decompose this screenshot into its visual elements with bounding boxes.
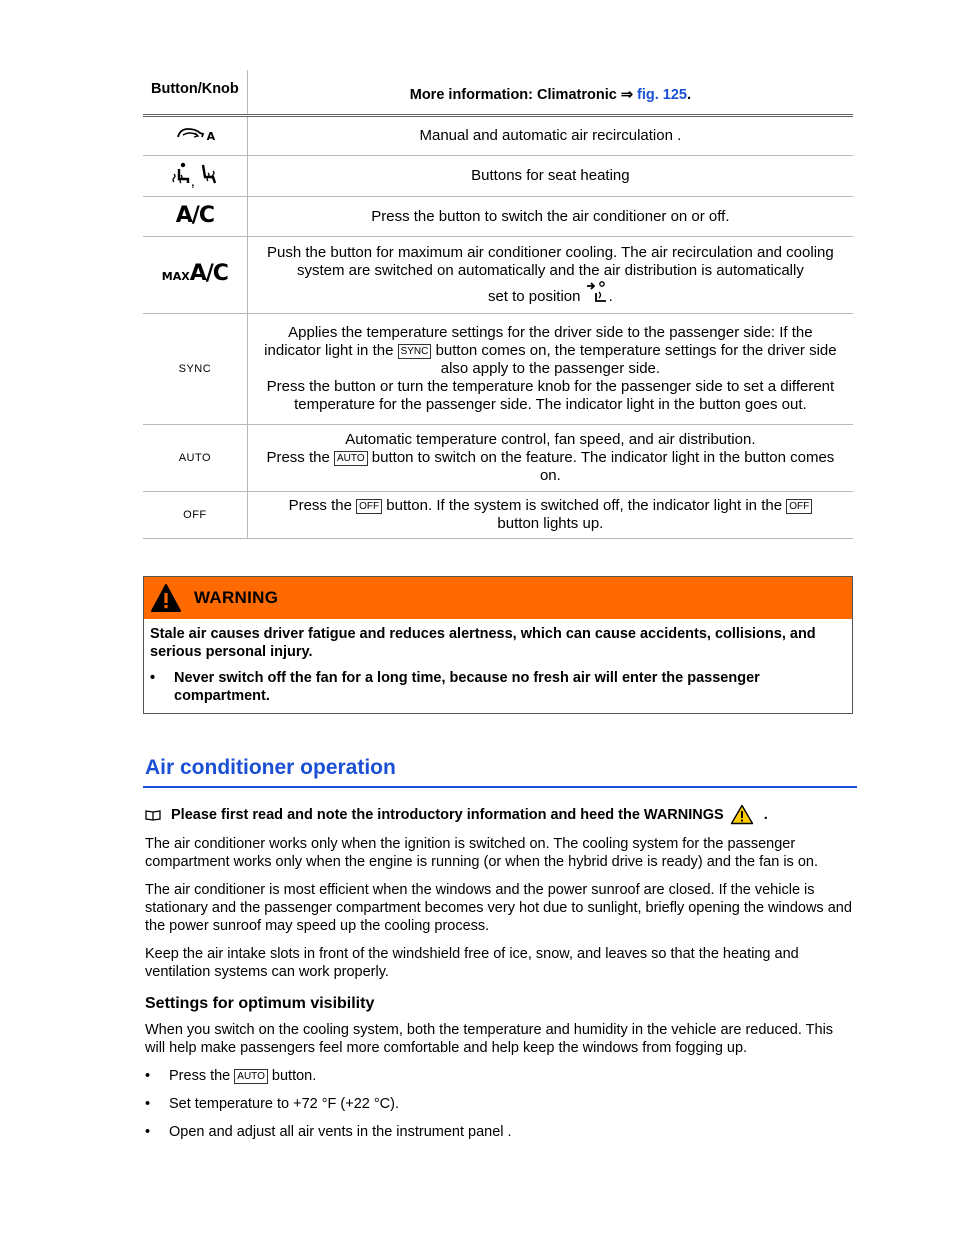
list-item: • Set temperature to +72 °F (+22 °C). bbox=[145, 1096, 400, 1112]
car-recirculation-icon bbox=[175, 126, 207, 140]
subsection-title: Settings for optimum visibility bbox=[145, 995, 375, 1012]
intro-note: Please first read and note the introductory information and heed the WARNINGS . bbox=[143, 804, 857, 825]
controls-table-container bbox=[143, 70, 853, 539]
desc-max-ac: Push the button for maximum air conditioner cooling. The air recirculation and cooling system are switched on automatically and the air distribution is automatically set to position . bbox=[247, 237, 853, 314]
header-button-knob: Button/Knob bbox=[143, 70, 247, 116]
paragraph: Keep the air intake slots in front of the windshield free of ice, snow, and leaves so that the heating and ventilation systems can work properly. bbox=[145, 946, 799, 980]
key-recirculation: A bbox=[143, 116, 247, 156]
table-row bbox=[143, 116, 853, 156]
desc-ac: Press the button to switch the air conditioner on or off. bbox=[247, 197, 853, 237]
list-item: • Open and adjust all air vents in the instrument panel . bbox=[145, 1124, 512, 1140]
bullet-list bbox=[143, 1067, 857, 1141]
table-row bbox=[143, 156, 853, 197]
controls-table bbox=[143, 70, 853, 539]
paragraph: The air conditioner is most efficient when the windows and the power sunroof are closed. If the vehicle is stationary and the passenger compartment becomes very hot due to sunlight, briefly opening the windows and the power sunroof may speed up the cooling process. bbox=[145, 882, 852, 934]
key-off: OFF bbox=[143, 492, 247, 539]
book-icon bbox=[145, 809, 161, 821]
list-item: • Press the AUTO button. bbox=[145, 1068, 317, 1084]
off-button-label: OFF bbox=[786, 499, 812, 514]
warning-triangle-icon bbox=[150, 583, 182, 613]
air-conditioner-section bbox=[143, 752, 857, 1151]
key-max-ac: MAXA/C bbox=[143, 237, 247, 314]
off-button-label: OFF bbox=[356, 499, 382, 514]
seat-heating-icon bbox=[171, 162, 191, 186]
auto-button-label: AUTO bbox=[234, 1069, 268, 1084]
arrow-icon: ⇒ bbox=[620, 87, 633, 103]
desc-sync: Applies the temperature settings for the driver side to the passenger side: If the indicator light in the SYNC button comes on, the temperature settings for the driver side also apply to the passenger side. Press the button or turn the temperature knob for the passenger side to set a different temperature for the passenger side. The indicator light in the button goes out. bbox=[247, 314, 853, 425]
table-row bbox=[143, 314, 853, 425]
key-auto: AUTO bbox=[143, 425, 247, 492]
table-row bbox=[143, 237, 853, 314]
table-row bbox=[143, 197, 853, 237]
auto-button-label: AUTO bbox=[334, 451, 368, 466]
table-row bbox=[143, 425, 853, 492]
sync-button-label: SYNC bbox=[398, 344, 432, 359]
header-more-info: More information: Climatronic ⇒ fig. 125. bbox=[247, 70, 853, 116]
air-distribution-icon bbox=[585, 281, 609, 305]
key-seat-heating: , bbox=[143, 156, 247, 197]
table-row bbox=[143, 492, 853, 539]
paragraph: The air conditioner works only when the ignition is switched on. The cooling system for the passenger compartment works only when the engine is running (or when the hybrid drive is ready) and the fan is on. bbox=[145, 836, 818, 870]
key-sync: SYNC bbox=[143, 314, 247, 425]
desc-auto: Automatic temperature control, fan speed, and air distribution. Press the AUTO button to switch on the feature. The indicator light in the button comes on. bbox=[247, 425, 853, 492]
desc-recirculation: Manual and automatic air recirculation . bbox=[247, 116, 853, 156]
paragraph: When you switch on the cooling system, both the temperature and humidity in the vehicle are reduced. This will help make passengers feel more comfortable and help keep the windows from fogging up. bbox=[145, 1022, 834, 1056]
warning-bullet: • Never switch off the fan for a long time, because no fresh air will enter the passenger compartment. bbox=[150, 670, 760, 704]
warning-triangle-icon bbox=[730, 804, 754, 825]
section-title: Air conditioner operation bbox=[143, 752, 857, 788]
seat-heating-icon bbox=[199, 162, 219, 186]
desc-off: Press the OFF button. If the system is switched off, the indicator light in the OFF button lights up. bbox=[247, 492, 853, 539]
key-ac: A/C bbox=[143, 197, 247, 237]
fig-link[interactable]: fig. 125 bbox=[637, 87, 687, 103]
warning-box bbox=[143, 576, 853, 714]
warning-body bbox=[144, 619, 852, 713]
table-header-row bbox=[143, 70, 853, 116]
warning-text: Stale air causes driver fatigue and reduces alertness, which can cause accidents, collisions, and serious personal injury. bbox=[150, 626, 816, 660]
desc-seat-heating: Buttons for seat heating bbox=[247, 156, 853, 197]
warning-title: WARNING bbox=[194, 588, 279, 607]
warning-header bbox=[144, 577, 852, 619]
